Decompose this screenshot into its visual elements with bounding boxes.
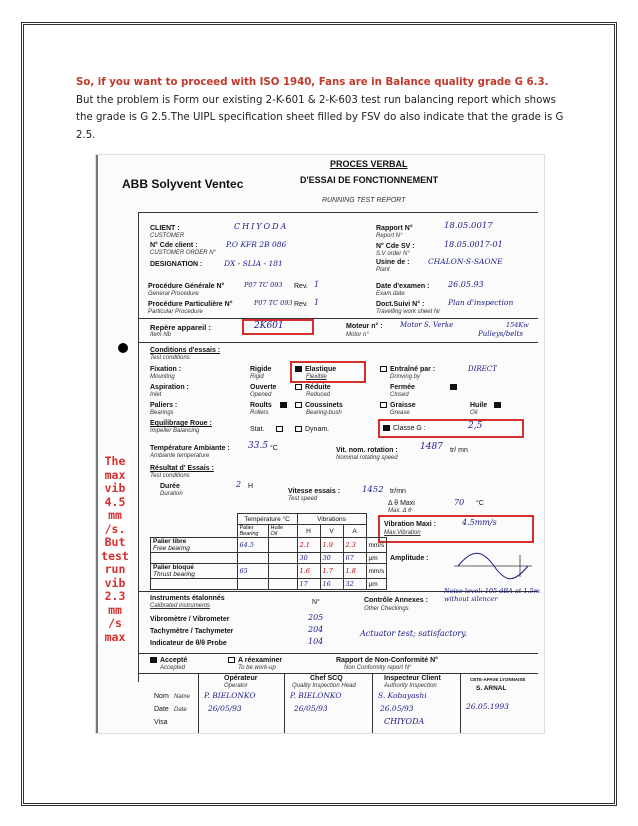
rapport-label: Rapport N° [376, 225, 413, 232]
date-exam-label-en: Exam.date [376, 291, 405, 297]
classe-value: 2,5 [468, 421, 483, 431]
sig-insp-visa: CHIYODA [384, 717, 425, 726]
equilibrage-label: Equilibrage Roue : [150, 420, 212, 427]
moteur-value: Motor S. Verke [400, 321, 454, 329]
designation-value: DX - SLIA - 181 [224, 259, 283, 268]
side-note-line: max [104, 467, 126, 482]
side-note-line: mm [108, 508, 122, 522]
row-oil [268, 553, 297, 564]
ouverte-label-en: Opened [250, 392, 272, 398]
repere-value: 2K601 [254, 321, 284, 331]
temp-header: Température °C [237, 514, 297, 525]
row-temp [237, 579, 268, 590]
row-oil [268, 579, 297, 590]
huile-label-en: Oil [470, 410, 478, 416]
side-note-line: The [104, 454, 126, 468]
side-note-line: max [104, 629, 126, 644]
intro-body: But the problem is Form our existing 2-K-601 & 2-K-603 test run balancing report which shows the grade is G 2.5.The UIPL specification sheet filled by FSV do also indicate that the grade is G 2.5. [76, 94, 564, 141]
areexaminer-option[interactable] [228, 657, 282, 664]
client-label-en: CUSTOMER [150, 233, 185, 239]
coussinets-checkbox[interactable] [295, 402, 302, 408]
row-a: 32 [343, 579, 366, 590]
rapport-value: 18.05.0017 [444, 221, 493, 231]
palier-col-header-fr: Palier [239, 525, 254, 531]
elastique-option[interactable] [295, 366, 336, 373]
elastique-checkbox[interactable] [295, 366, 302, 372]
row-a: 2.3 [343, 538, 366, 553]
controle-value: Noise level: 105 dBA at 1.5m without silencer [444, 587, 540, 603]
pulleys-note: Pulleys/belts [478, 330, 524, 338]
operateur-label-en: Operator [224, 683, 248, 689]
proc-gen-rev-value: 1 [314, 280, 320, 289]
graisse-label: Graisse [390, 402, 416, 409]
ouverte-label: Ouverte [250, 384, 277, 391]
aspiration-label: Aspiration : [150, 384, 189, 391]
stat-checkbox-wrap[interactable] [276, 426, 286, 433]
table-row [151, 579, 387, 590]
accepte-option[interactable] [150, 657, 187, 664]
scanned-test-report [96, 155, 544, 733]
coussinets-label-en: Bearing-bush [306, 410, 342, 416]
client-label: CLIENT : [150, 225, 180, 232]
vibration-table [150, 513, 387, 590]
punch-hole [118, 343, 128, 353]
chef-label-en: Quality Inspection Head [292, 683, 356, 689]
side-note-line: /s [108, 616, 122, 630]
table-row [151, 538, 387, 553]
stat-checkbox[interactable] [276, 426, 283, 432]
vit-nom-label: Vit. nom. rotation : [336, 447, 398, 454]
side-note-line: But [104, 535, 126, 549]
equilibrage-label-en: Impeller Balancing [150, 428, 200, 434]
row-v: 16 [320, 579, 343, 590]
sig-op-date: 26/05/93 [208, 704, 242, 713]
vitesse-unit: tr/mn [390, 488, 406, 495]
graisse-checkbox[interactable] [380, 402, 387, 408]
temp-amb-label: Température Ambiante : [150, 445, 230, 452]
proc-gen-rev-label: Rev. [294, 283, 308, 290]
date-exam-label: Date d'examen : [376, 283, 430, 290]
row-unit: mm/s [366, 538, 387, 553]
paliers-label: Paliers : [150, 402, 178, 409]
title-essai: D'ESSAI DE FONCTIONNEMENT [300, 175, 439, 185]
vit-nom-label-en: Nominal rotating speed [336, 455, 398, 461]
tachymetre-label: Tachymètre / Tachymeter [150, 628, 234, 635]
moteur-power: 154Kw [506, 321, 529, 329]
sig-chef-name: P. BIELONKO [290, 691, 342, 700]
fermee-checkbox-wrap[interactable] [450, 384, 460, 391]
proc-gen-value: P07 TC 093 [244, 281, 283, 289]
reduite-option[interactable] [295, 384, 331, 391]
areexaminer-checkbox[interactable] [228, 657, 235, 663]
side-note-line: vib [104, 575, 126, 590]
col-v: V [320, 525, 343, 538]
rigide-label-en: Rigid [250, 374, 264, 380]
huile-col-header-en: Oil [270, 531, 278, 537]
conditions-label: Conditions d'essais : [150, 347, 221, 354]
controle-label-en: Other Checkings [364, 606, 409, 612]
usine-label: Usine de : [376, 259, 410, 266]
company-name: ABB Solyvent Ventec [122, 177, 244, 191]
areexaminer-label: A réexaminer [238, 657, 283, 664]
doct-label-en: Travelling work sheet Nr [376, 309, 441, 315]
row-label [151, 538, 238, 553]
proc-part-label-en: Particular Procedure [148, 309, 203, 315]
inspecteur-label-en: Authority Inspection [384, 683, 437, 689]
repere-label-en: Item Nb [150, 332, 172, 338]
vit-nom-unit: tr/ mn [450, 447, 468, 454]
row-a: 1.8 [343, 564, 366, 579]
actuator-note: Actuator test; satisfactory. [360, 629, 468, 638]
vit-nom-value: 1487 [420, 442, 443, 452]
duree-label: Durée [160, 483, 180, 490]
resultat-label: Résultat d' Essais : [150, 465, 214, 472]
instruments-label: Instruments étalonnés [150, 595, 225, 602]
duree-unit: H [248, 483, 254, 490]
nom-label-en: Name [174, 694, 191, 700]
conditions-label-en: Test conditions [150, 355, 190, 361]
controle-label: Contrôle Annexes : [364, 597, 428, 604]
coussinets-option[interactable] [295, 402, 343, 409]
cde-sv-value: 18.05.0017-01 [444, 240, 503, 249]
operateur-label: Opérateur [224, 675, 258, 682]
temp-amb-unit: °C [270, 445, 278, 452]
resultat-label-en: Test conditions [150, 473, 190, 479]
row-v: 1.9 [320, 538, 343, 553]
side-note-line: 4.5 [104, 494, 126, 509]
side-note-line: /s. [104, 521, 126, 536]
rigide-label: Rigide [250, 366, 272, 373]
proc-part-label: Procédure Particulière N° [148, 301, 233, 308]
classe-option[interactable] [383, 425, 426, 432]
delta-maxi-value: 70 [454, 498, 465, 507]
temp-amb-label-en: Ambiante temperature [150, 453, 210, 459]
accepte-checkbox[interactable] [150, 657, 157, 663]
row-oil [268, 564, 297, 579]
stat-label: Stat. [250, 426, 265, 433]
amplitude-label: Amplitude : [390, 555, 429, 562]
title-running-test: RUNNING TEST REPORT [322, 197, 406, 204]
entraine-checkbox[interactable] [380, 366, 387, 372]
fermee-label: Fermée [390, 384, 415, 391]
dynam-checkbox[interactable] [295, 426, 302, 432]
row-oil [268, 538, 297, 553]
cde-client-label: N° Cde client : [150, 242, 198, 249]
huile-col-header [268, 525, 297, 538]
classe-label: Classe G : [393, 425, 426, 432]
rapport-label-en: Report N° [376, 233, 403, 239]
side-note-line: vib [104, 481, 126, 495]
date-exam-value: 26.05.93 [448, 280, 484, 289]
repere-label: Repère appareil : [150, 323, 211, 332]
side-note-line: test [101, 548, 129, 563]
vitesse-label: Vitesse essais : [288, 488, 341, 495]
accepte-label-en: Accepted [160, 665, 186, 671]
reduite-label: Réduite [305, 384, 331, 391]
duree-value: 2 [236, 480, 242, 489]
date-label-en: Date [174, 707, 187, 713]
row-a: 67 [343, 553, 366, 564]
huile-col-header-fr: Huile [270, 525, 284, 531]
indicateur-value: 104 [308, 637, 324, 646]
cote-label: CETE-APAVE LYONNAISE [470, 677, 526, 682]
table-row [151, 564, 387, 579]
fixation-label: Fixation : [150, 366, 182, 373]
row-temp [237, 553, 268, 564]
cde-sv-label: N° Cde SV : [376, 243, 415, 250]
nom-label: Nom [154, 693, 169, 700]
roults-label: Roults [250, 402, 272, 409]
sig-insp-name: S. Kobayashi [378, 691, 427, 700]
row-label-fr: Palier bloqué [153, 564, 194, 571]
huile-checkbox[interactable] [494, 402, 501, 408]
side-note-line: run [104, 562, 126, 576]
row-label [151, 564, 238, 579]
vib-header: Vibrations [297, 514, 366, 525]
col-a: A [343, 525, 366, 538]
row-v: 30 [320, 553, 343, 564]
fermee-checkbox[interactable] [450, 384, 457, 390]
amplitude-sketch [454, 549, 534, 583]
reduite-label-en: Reduced [306, 392, 331, 398]
vibrometre-label: Vibromètre / Vibrometer [150, 616, 230, 623]
doct-label: Doct.Suivi N° : [376, 301, 425, 308]
sig-op-name: P. BIELONKO [204, 691, 256, 700]
row-temp: 65 [237, 564, 268, 579]
huile-checkbox-wrap[interactable] [494, 402, 504, 409]
cote-name: S. ARNAL [476, 685, 507, 692]
intro-paragraph [76, 74, 566, 144]
row-unit: mm/s [366, 564, 387, 579]
indicateur-label: Indicateur de θ/θ Probe [150, 640, 227, 647]
entraine-value: DIRECT [468, 365, 497, 373]
dynam-option[interactable] [295, 426, 329, 433]
moteur-label: Moteur n° : [346, 323, 383, 330]
side-note [100, 455, 130, 644]
reduite-checkbox[interactable] [295, 384, 302, 390]
intro-highlight: So, if you want to proceed with ISO 1940, Fans are in Balance quality grade G 6.3. [76, 77, 549, 88]
row-h: 2.1 [297, 538, 320, 553]
row-unit: μm [366, 579, 387, 590]
palier-col-header [237, 525, 268, 538]
row-h: 30 [297, 553, 320, 564]
proc-gen-label-en: General Procedure [148, 291, 199, 297]
proc-part-value: P07 TC 093 [254, 299, 293, 307]
paliers-label-en: Bearings [150, 410, 174, 416]
col-h: H [297, 525, 320, 538]
designation-label: DESIGNATION : [150, 261, 203, 268]
usine-label-en: Plant [376, 267, 390, 273]
elastique-label-en: Flexible [306, 374, 327, 380]
row-h: 1.6 [297, 564, 320, 579]
moteur-label-en: Motor n° [346, 332, 369, 338]
proc-gen-label: Procédure Générale N° [148, 283, 225, 290]
roults-label-en: Rollers [250, 410, 269, 416]
coussinets-label: Coussinets [305, 402, 343, 409]
roults-checkbox[interactable] [280, 402, 287, 408]
duree-label-en: Duration [160, 491, 183, 497]
areexaminer-label-en: To be work-up [238, 665, 276, 671]
sig-insp-date: 26.05/93 [380, 704, 414, 713]
proc-part-rev-value: 1 [314, 298, 320, 307]
classe-checkbox[interactable] [383, 425, 390, 431]
vib-maxi-label-en: Max.Vibration [384, 530, 421, 536]
entraine-option[interactable] [380, 366, 435, 373]
entraine-label: Entraîné par : [390, 366, 436, 373]
chef-label: Chef SCQ [310, 675, 343, 682]
temp-amb-value: 33.5 [248, 441, 269, 451]
doct-value: Plan d'inspection [448, 298, 514, 307]
vib-maxi-highlight-box [378, 515, 534, 543]
row-v: 1.7 [320, 564, 343, 579]
sig-cote-date: 26.05.1993 [466, 702, 509, 711]
table-row [151, 553, 387, 564]
elastique-label: Elastique [305, 366, 337, 373]
inspecteur-label: Inspecteur Client [384, 675, 441, 682]
rapport-nc-label-en: Non Conformity report N° [344, 665, 412, 671]
aspiration-label-en: Inlet [150, 392, 162, 398]
huile-label: Huile [470, 402, 488, 409]
rapport-nc-label: Rapport de Non-Conformité N° [336, 657, 438, 664]
cde-sv-label-en: S.V order N° [376, 251, 410, 257]
vib-maxi-label: Vibration Maxi : [384, 521, 436, 528]
instruments-label-en: Calibrated instruments [150, 603, 211, 609]
delta-maxi-label-en: Max. Δ θ [388, 508, 412, 514]
side-note-line: 2.3 [104, 589, 126, 603]
table-header-row [151, 514, 387, 525]
delta-maxi-label: Δ θ Maxi [388, 500, 415, 507]
vitesse-value: 1452 [362, 485, 384, 495]
fixation-label-en: Mounting [150, 374, 175, 380]
roults-checkbox-wrap[interactable] [280, 402, 290, 409]
instruments-n-label: N° [312, 599, 320, 606]
vibrometre-value: 205 [308, 613, 324, 622]
row-label-en: Thrust bearing [153, 571, 195, 578]
title-proces-verbal: PROCES VERBAL [330, 159, 408, 169]
client-value: CHIYODA [234, 222, 289, 231]
sig-chef-date: 26/05/93 [294, 704, 328, 713]
row-unit: μm [366, 553, 387, 564]
row-label-en: Free bearing [153, 545, 190, 552]
row-label [151, 579, 238, 590]
vitesse-label-en: Test speed [288, 496, 318, 502]
row-h: 17 [297, 579, 320, 590]
entraine-label-en: Drinving by [390, 374, 421, 380]
row-label-fr: Palier libre [153, 538, 187, 545]
date-label: Date [154, 706, 169, 713]
accepte-label: Accepté [160, 657, 188, 664]
row-temp: 64.5 [237, 538, 268, 553]
cde-client-label-en: CUSTOMER ORDER N° [150, 250, 216, 256]
graisse-label-en: Grease [390, 410, 410, 416]
vib-maxi-value: 4.5mm/s [462, 518, 497, 527]
cde-client-value: P.O KFR 2B 086 [226, 240, 287, 249]
usine-value: CHALON-S-SAONE [428, 257, 503, 266]
side-note-line: mm [108, 602, 122, 617]
graisse-option[interactable] [380, 402, 416, 409]
palier-col-header-en: Bearing [239, 531, 259, 537]
tachymetre-value: 204 [308, 625, 324, 634]
visa-label: Visa [154, 719, 168, 726]
dynam-label: Dynam. [305, 426, 330, 433]
row-label [151, 553, 238, 564]
delta-maxi-unit: °C [476, 500, 484, 507]
proc-part-rev-label: Rev. [294, 301, 308, 308]
fermee-label-en: Closed [390, 392, 409, 398]
table-subheader-row [151, 525, 387, 538]
